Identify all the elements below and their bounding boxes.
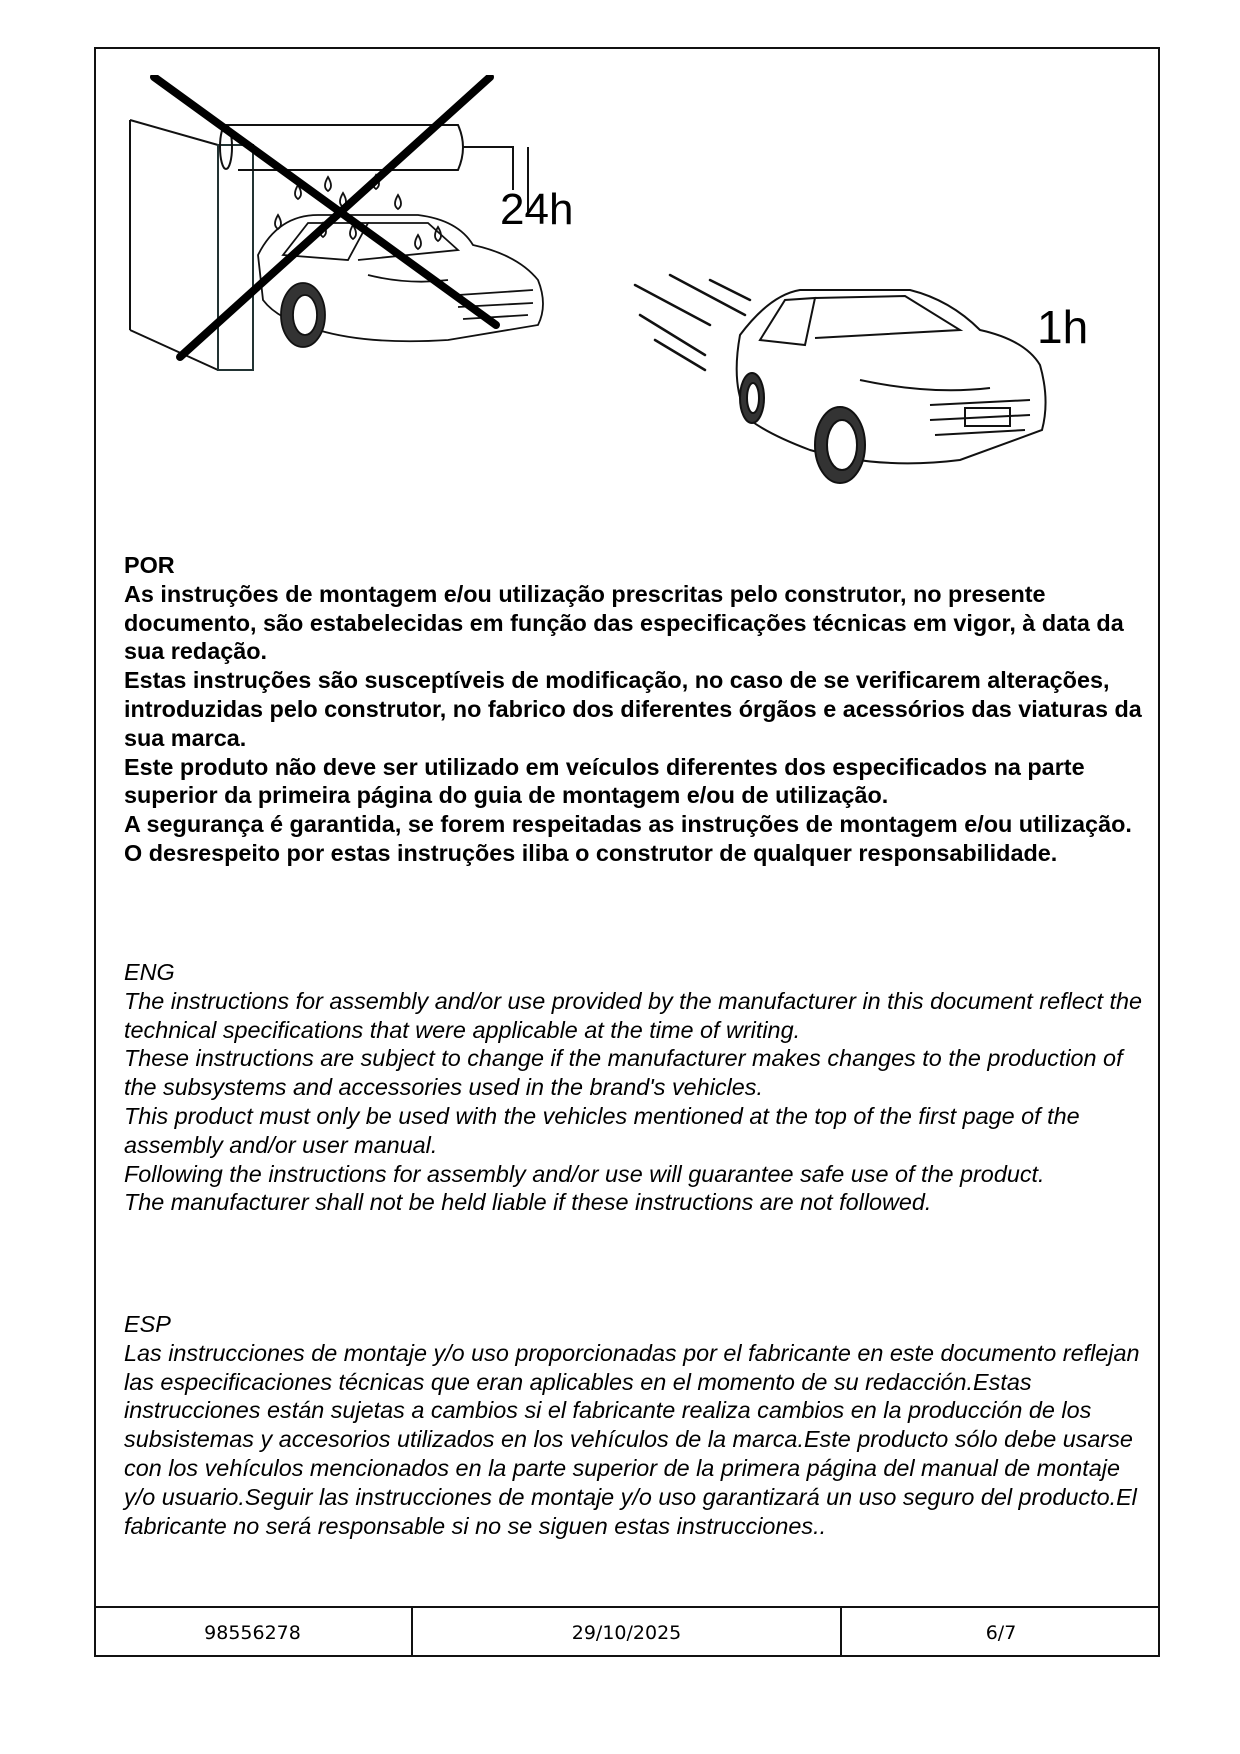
- document-date: 29/10/2025: [413, 1608, 842, 1657]
- section-english: [124, 958, 1144, 1217]
- section-heading: ESP: [124, 1311, 171, 1337]
- section-heading: ENG: [124, 959, 175, 985]
- paragraph: A segurança é garantida, se forem respeitadas as instruções de montagem e/ou utilização.: [124, 811, 1132, 838]
- paragraph: Este produto não deve ser utilizado em veículos diferentes dos especificados na parte superior da primeira página do guia de montagem e/ou de utilização.: [124, 753, 1085, 809]
- document-reference: 98556278: [94, 1608, 413, 1657]
- paragraph: Estas instruções são susceptíveis de modificação, no caso de se verificarem alterações, introduzidas pelo construtor, no fabrico dos diferentes órgãos e acessórios das viaturas da sua marca.: [124, 667, 1142, 751]
- duration-label-1h: 1h: [1037, 301, 1089, 353]
- car-driving-illustration: [630, 270, 1100, 510]
- section-portuguese: [124, 551, 1144, 868]
- car-icon: [737, 290, 1046, 483]
- paragraph: Las instrucciones de montaje y/o uso proporcionadas por el fabricante en este documento reflejan las especificaciones técnicas que eran aplicables en el momento de su redacción.Estas instrucciones están sujetas a cambios si el fabricante realiza cambios en la producción de los subsistemas y accesorios utilizados en los vehículos de la marca.Este producto sólo debe usarse con los vehículos mencionados en la parte superior de la primera página del manual de montaje y/o usuario.Seguir las instrucciones de montaje y/o uso garantizará un uso seguro del producto.El fabricante no será responsable si no se siguen estas instrucciones..: [124, 1339, 1140, 1539]
- duration-label-24h: 24h: [500, 185, 574, 234]
- paragraph: This product must only be used with the vehicles mentioned at the top of the first page of the assembly and/or user manual.: [124, 1102, 1080, 1158]
- paragraph: The instructions for assembly and/or use provided by the manufacturer in this document reflect the technical specifications that were applicable at the time of writing.: [124, 987, 1143, 1043]
- paragraph: Following the instructions for assembly and/or use will guarantee safe use of the product.: [124, 1160, 1045, 1187]
- section-spanish: [124, 1310, 1144, 1540]
- paragraph: These instructions are subject to change if the manufacturer makes changes to the production of the subsystems and accessories used in the brand's vehicles.: [124, 1045, 1123, 1101]
- paragraph: O desrespeito por estas instruções iliba o construtor de qualquer responsabilidade.: [124, 839, 1058, 866]
- footer-table: [94, 1606, 1160, 1657]
- motion-lines-icon: [635, 275, 750, 370]
- section-heading: POR: [124, 552, 175, 578]
- page-number: 6/7: [985, 1621, 1017, 1644]
- paragraph: As instruções de montagem e/ou utilização prescritas pelo construtor, no presente documento, são estabelecidas em função das especificações técnicas em vigor, à data da sua redação.: [124, 580, 1124, 665]
- paragraph: The manufacturer shall not be held liable if these instructions are not followed.: [124, 1189, 932, 1216]
